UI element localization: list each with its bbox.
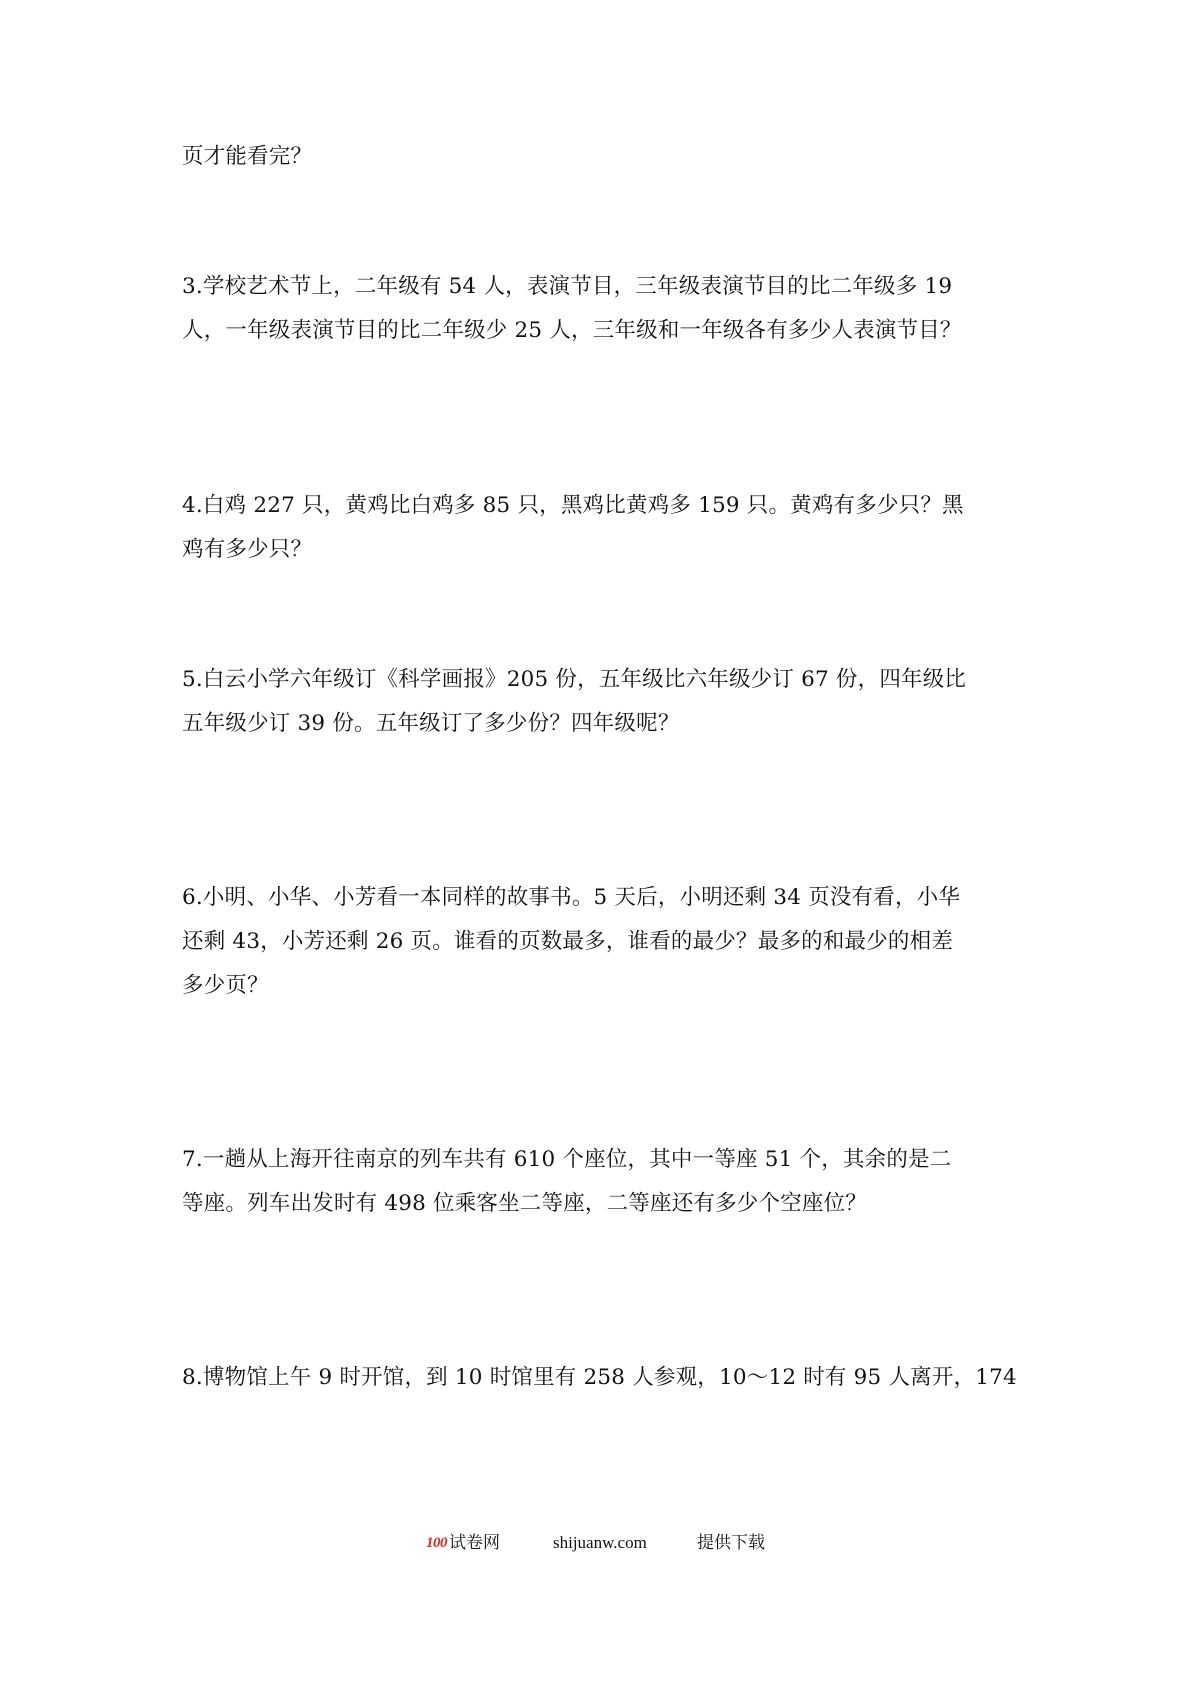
logo-text: 试卷网 <box>449 1533 500 1552</box>
question-5-line-2: 五年级少订 39 份。五年级订了多少份？四年级呢？ <box>182 711 680 736</box>
question-4-line-1: 4.白鸡 227 只，黄鸡比白鸡多 85 只，黑鸡比黄鸡多 159 只。黄鸡有多少只？黑 <box>182 493 964 518</box>
question-3-line-2: 人，一年级表演节目的比二年级少 25 人，三年级和一年级各有多少人表演节目？ <box>182 318 962 343</box>
question-6-line-3: 多少页？ <box>182 973 269 998</box>
question-4-line-2: 鸡有多少只？ <box>182 537 313 562</box>
page-footer <box>0 1528 1191 1558</box>
question-7-line-2: 等座。列车出发时有 498 位乘客坐二等座，二等座还有多少个空座位？ <box>182 1191 868 1216</box>
site-url: shijuanw.com <box>553 1533 647 1552</box>
question-5-line-1: 5.白云小学六年级订《科学画报》205 份，五年级比六年级少订 67 份，四年级比 <box>182 667 967 692</box>
provide-download-text: 提供下载 <box>697 1533 765 1552</box>
site-logo <box>426 1528 500 1558</box>
question-7-line-1: 7.一趟从上海开往南京的列车共有 610 个座位，其中一等座 51 个，其余的是二 <box>182 1147 952 1172</box>
question-8-line-1: 8.博物馆上午 9 时开馆，到 10 时馆里有 258 人参观，10～12 时有 95 人离开，174 <box>182 1365 1017 1390</box>
question-6-line-2: 还剩 43，小芳还剩 26 页。谁看的页数最多，谁看的最少？最多的和最少的相差 <box>182 929 954 954</box>
question-3-line-1: 3.学校艺术节上，二年级有 54 人，表演节目，三年级表演节目的比二年级多 19 <box>182 274 953 299</box>
question-2-continuation: 页才能看完？ <box>182 144 313 169</box>
logo-number: 100 <box>426 1535 447 1551</box>
question-6-line-1: 6.小明、小华、小芳看一本同样的故事书。5 天后，小明还剩 34 页没有看，小华 <box>182 885 961 910</box>
